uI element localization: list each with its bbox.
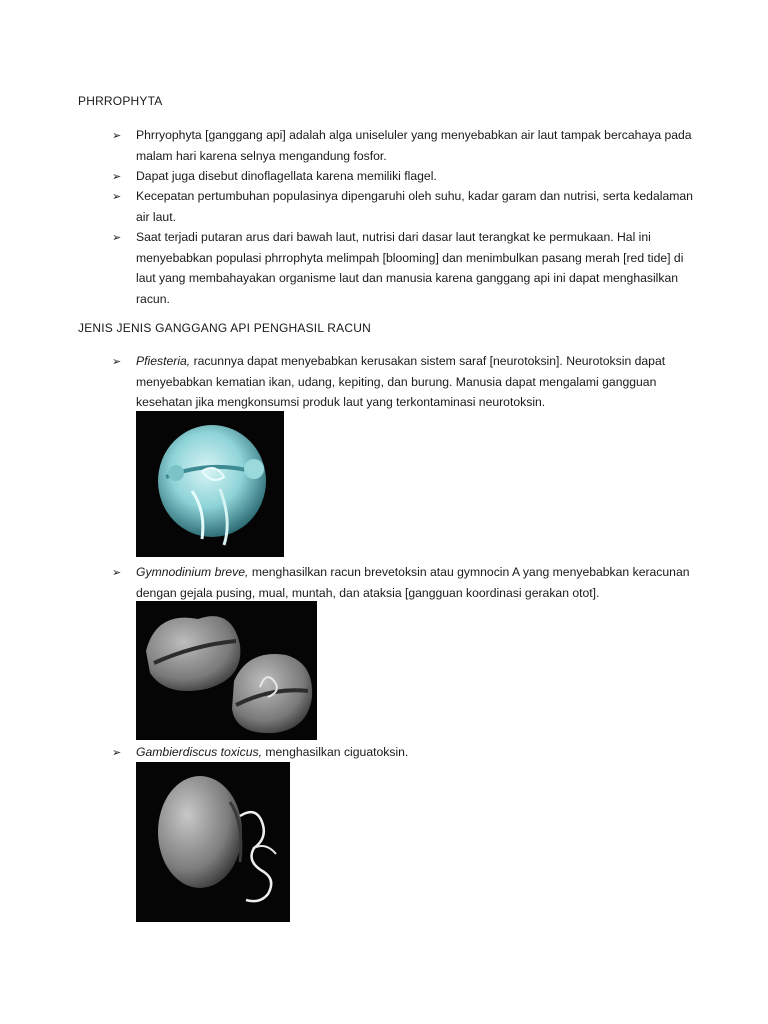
bullet-text: Saat terjadi putaran arus dari bawah laut, nutrisi dari dasar laut terangkat ke permukaan. Hal ini menyebabkan populasi phrrophyta melimpah [blooming] dan menimbulkan pasang merah [red tide] di laut yang membahayakan organisme laut dan manusia karena ganggang api ini dapat menghasilkan racun. xyxy=(136,230,684,306)
species-name: Gymnodinium breve, xyxy=(136,565,249,579)
gymnodinium-micrograph xyxy=(136,601,317,740)
bullet-arrow-icon: ➢ xyxy=(112,171,122,183)
section-title-toxic-species: JENIS JENIS GANGGANG API PENGHASIL RACUN xyxy=(78,321,371,335)
bullet-arrow-icon: ➢ xyxy=(112,130,122,142)
species-name: Gambierdiscus toxicus, xyxy=(136,745,262,759)
bullet-arrow-icon: ➢ xyxy=(112,191,122,203)
bullet-text: Dapat juga disebut dinoflagellata karena memiliki flagel. xyxy=(136,169,437,183)
bullet-arrow-icon: ➢ xyxy=(112,567,122,579)
species-description: menghasilkan racun brevetoksin atau gymnocin A yang menyebabkan keracunan dengan gejala pusing, mual, muntah, dan ataksia [gangguan koordinasi gerakan otot]. xyxy=(136,565,690,600)
bullet-text: Kecepatan pertumbuhan populasinya dipengaruhi oleh suhu, kadar garam dan nutrisi, serta kedalaman air laut. xyxy=(136,189,693,224)
species-name: Pfiesteria, xyxy=(136,354,191,368)
bullet-arrow-icon: ➢ xyxy=(112,356,122,368)
pfiesteria-micrograph xyxy=(136,411,284,557)
bullet-text: Phrryophyta [ganggang api] adalah alga uniseluler yang menyebabkan air laut tampak bercahaya pada malam hari karena selnya mengandung fosfor. xyxy=(136,128,692,163)
species-gambierdiscus-text xyxy=(136,742,696,763)
bullet-arrow-icon: ➢ xyxy=(112,747,122,759)
species-pfiesteria-text xyxy=(136,351,696,413)
bullet-arrow-icon: ➢ xyxy=(112,232,122,244)
section-title-phrrophyta: PHRROPHYTA xyxy=(78,94,163,108)
species-description: menghasilkan ciguatoksin. xyxy=(261,745,409,759)
species-description: racunnya dapat menyebabkan kerusakan sistem saraf [neurotoksin]. Neurotoksin dapat menyebabkan kematian ikan, udang, kepiting, dan burung. Manusia dapat mengalami gangguan kesehatan jika mengkonsumsi produk laut yang terkontaminasi neurotoksin. xyxy=(136,354,666,409)
gambierdiscus-micrograph xyxy=(136,762,290,922)
species-gymnodinium-text xyxy=(136,562,696,603)
